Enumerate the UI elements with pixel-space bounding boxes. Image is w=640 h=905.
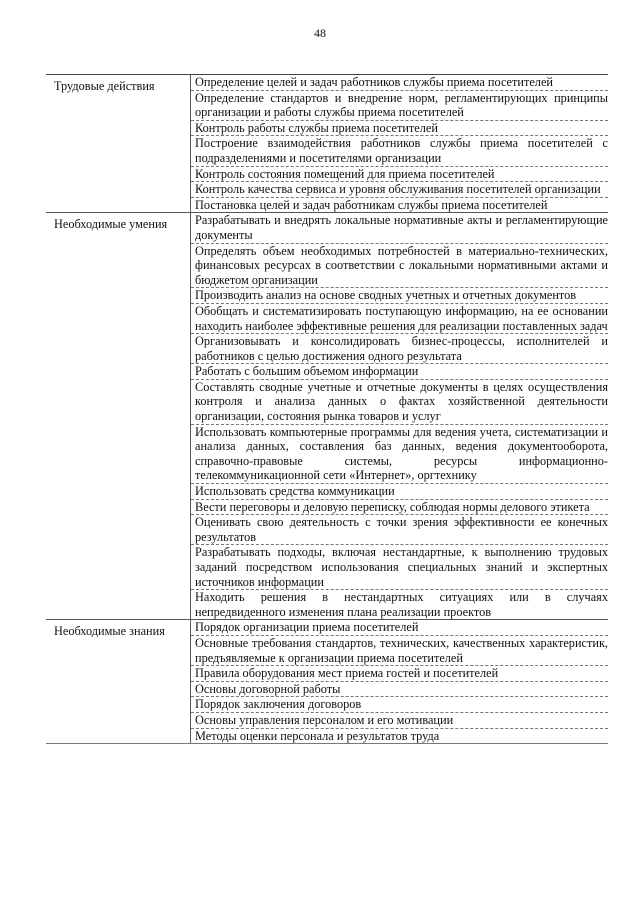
list-item: Основные требования стандартов, технических, качественных характеристик, предъявляемые к организации приема посетителей — [191, 636, 608, 666]
list-item: Обобщать и систематизировать поступающую информацию, на ее основании находить наиболее эффективные решения для реализации поставленных задач — [191, 304, 608, 334]
list-item: Контроль работы службы приема посетителей — [191, 121, 608, 137]
section-label: Трудовые действия — [46, 75, 191, 212]
list-item: Определение целей и задач работников службы приема посетителей — [191, 75, 608, 91]
list-item: Составлять сводные учетные и отчетные документы в целях осуществления контроля и анализа данных о фактах хозяйственной деятельности организации, состояния рынка товаров и услуг — [191, 380, 608, 425]
list-item: Работать с большим объемом информации — [191, 364, 608, 380]
list-item: Контроль качества сервиса и уровня обслуживания посетителей организации — [191, 182, 608, 198]
section-items — [191, 620, 608, 743]
list-item: Производить анализ на основе сводных учетных и отчетных документов — [191, 288, 608, 304]
list-item: Находить решения в нестандартных ситуациях или в случаях непредвиденного изменения плана реализации проектов — [195, 590, 608, 619]
list-item: Постановка целей и задач работникам службы приема посетителей — [195, 197, 548, 212]
list-item: Разрабатывать и внедрять локальные нормативные акты и регламентирующие документы — [191, 213, 608, 243]
list-item: Определять объем необходимых потребностей в материально-технических, финансовых ресурсах в соответствии с локальными нормативными актами и бюджетом организации — [191, 244, 608, 289]
section-label: Необходимые знания — [46, 620, 191, 743]
list-item: Порядок организации приема посетителей — [191, 620, 608, 636]
list-item: Методы оценки персонала и результатов труда — [195, 728, 440, 743]
list-item: Построение взаимодействия работников службы приема посетителей с подразделениями и посетителями организации — [191, 136, 608, 166]
competency-table — [46, 74, 608, 744]
list-item: Определение стандартов и внедрение норм, регламентирующих принципы организации и работы службы приема посетителей — [191, 91, 608, 121]
section-label: Необходимые умения — [46, 213, 191, 619]
list-item: Порядок заключения договоров — [191, 697, 608, 713]
list-item: Использовать компьютерные программы для ведения учета, систематизации и анализа данных, составления баз данных, ведения документооборота, справочно-правовые системы, ресурсы информационно-телекоммуникационной сети «Интернет», оргтехнику — [191, 425, 608, 484]
list-item: Основы договорной работы — [191, 682, 608, 698]
list-item: Разрабатывать подходы, включая нестандартные, к выполнению трудовых заданий посредством использования специальных знаний и экспертных источников информации — [191, 545, 608, 590]
section-items — [191, 213, 608, 619]
section-required-skills — [46, 213, 608, 620]
list-item: Основы управления персоналом и его мотивации — [191, 713, 608, 729]
list-item: Правила оборудования мест приема гостей и посетителей — [191, 666, 608, 682]
section-items — [191, 75, 608, 212]
list-item: Оценивать свою деятельность с точки зрения эффективности ее конечных результатов — [191, 515, 608, 545]
section-labor-actions — [46, 75, 608, 213]
page-number: 48 — [314, 26, 326, 40]
list-item: Вести переговоры и деловую переписку, соблюдая нормы делового этикета — [191, 500, 608, 516]
section-required-knowledge — [46, 620, 608, 744]
list-item: Контроль состояния помещений для приема посетителей — [191, 167, 608, 183]
list-item: Организовывать и консолидировать бизнес-процессы, исполнителей и работников с целью достижения одного результата — [191, 334, 608, 364]
list-item: Использовать средства коммуникации — [191, 484, 608, 500]
